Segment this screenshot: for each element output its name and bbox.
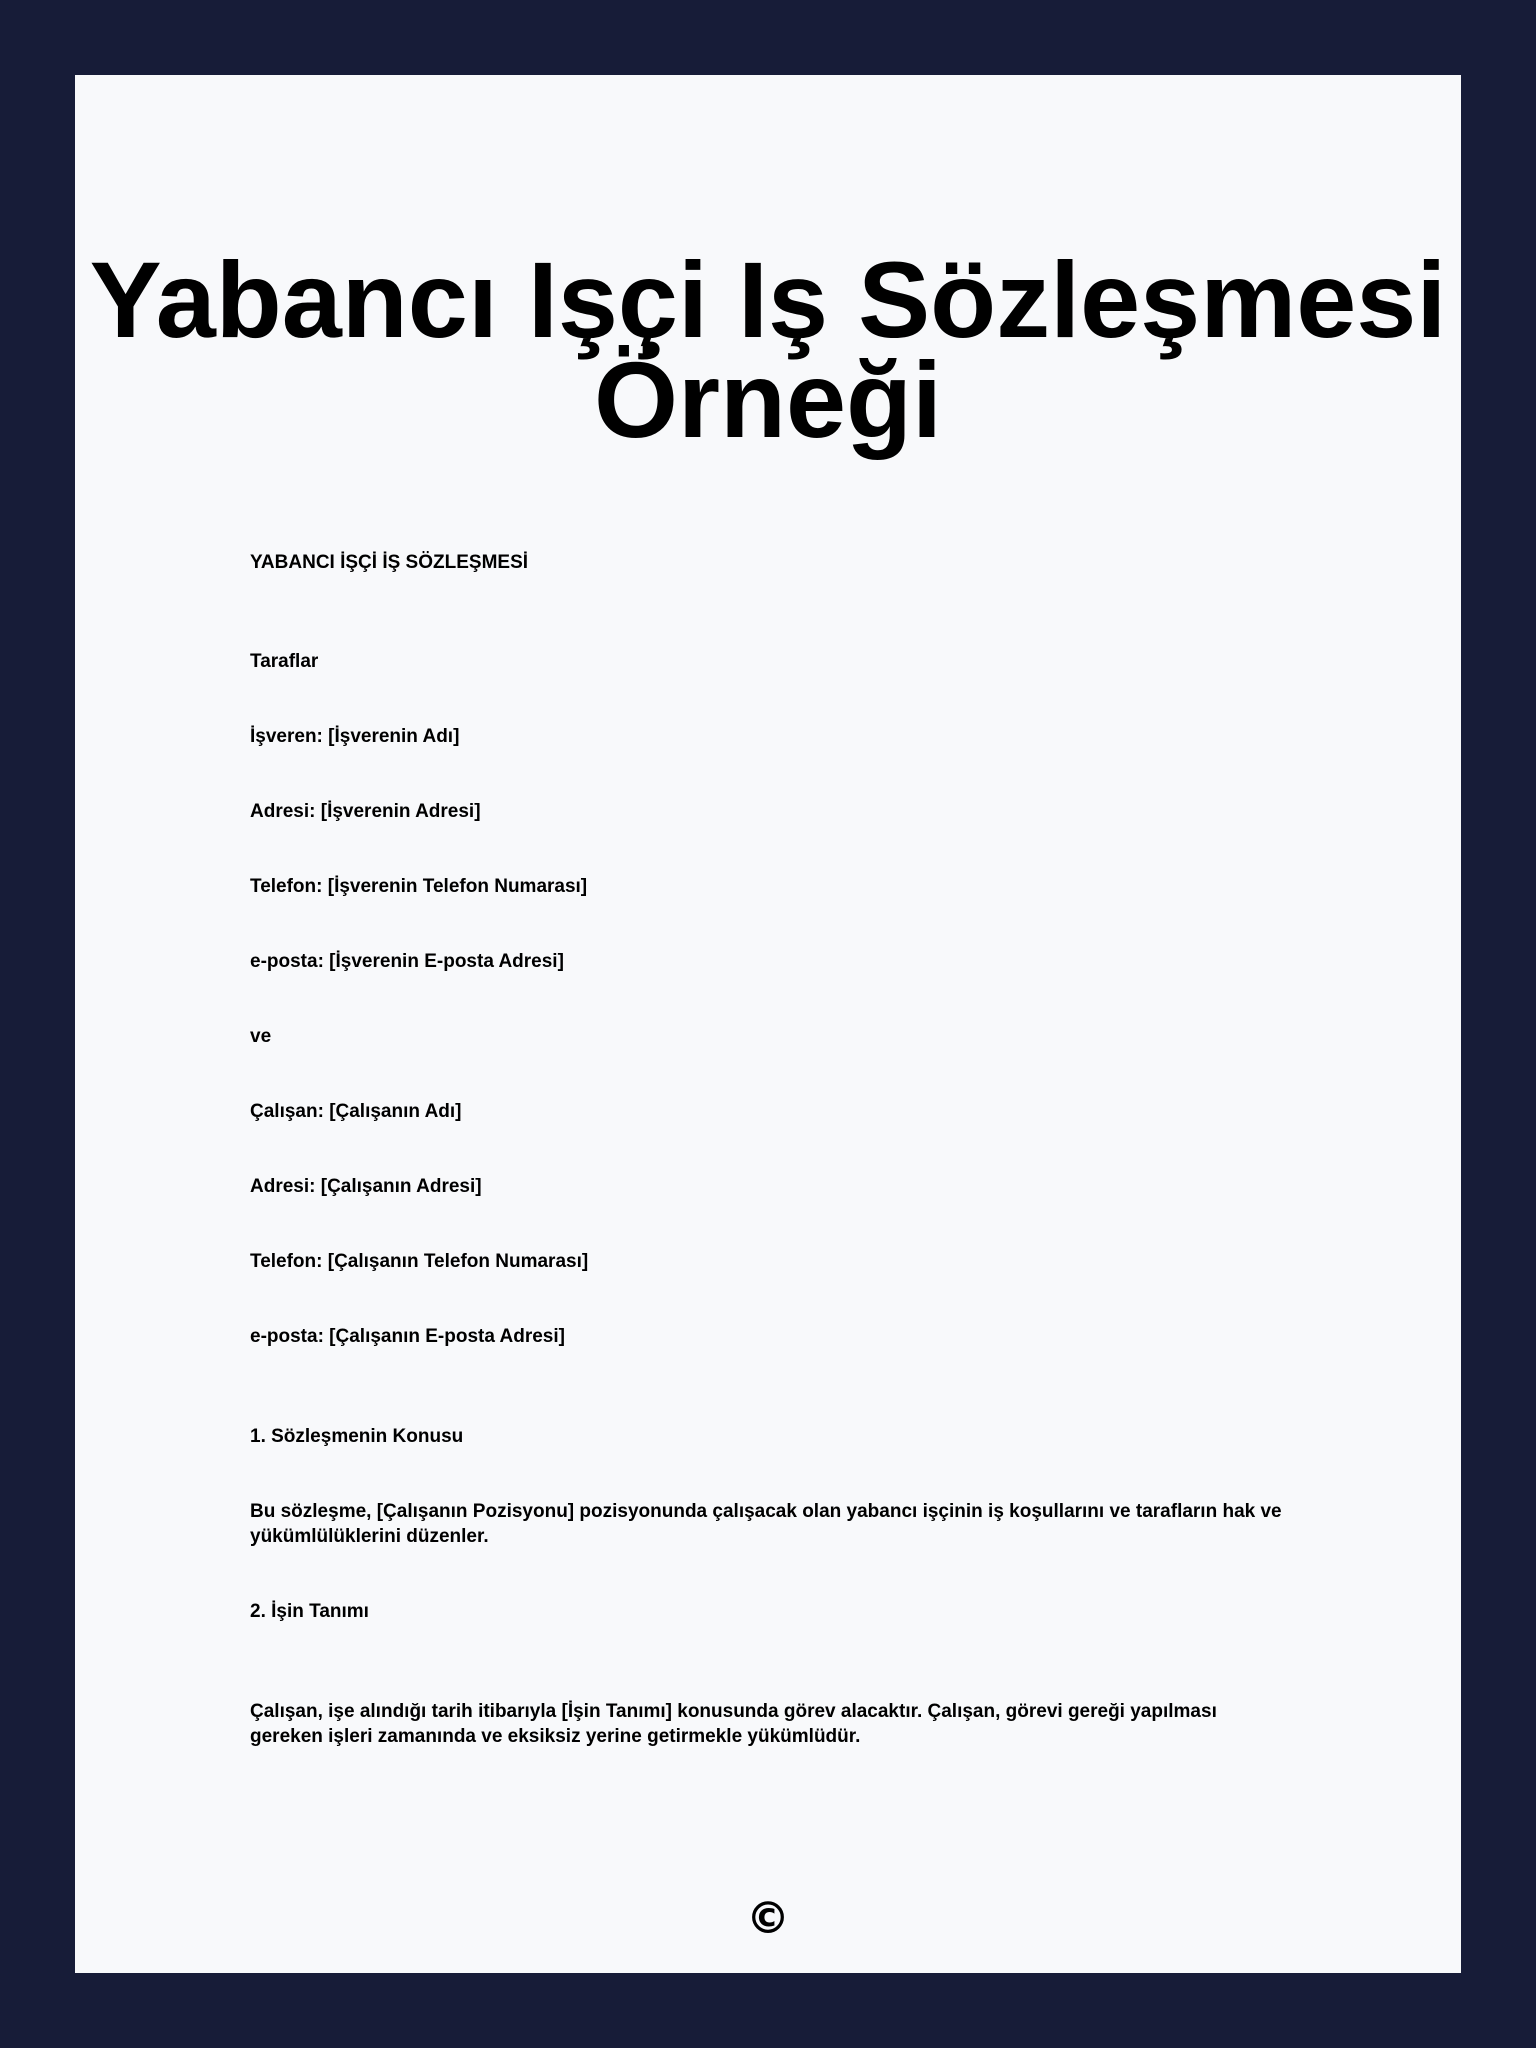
employer-address: Adresi: [İşverenin Adresi] [250,801,481,822]
employee-email: e-posta: [Çalışanın E-posta Adresi] [250,1326,565,1347]
section1-body: Bu sözleşme, [Çalışanın Pozisyonu] pozisyonunda çalışacak olan yabancı işçinin iş koşullarını ve tarafların hak ve yükümlülüklerini düzenler. [250,1501,1282,1547]
document-page [75,75,1461,1973]
section2-body: Çalışan, işe alındığı tarih itibarıyla [İşin Tanımı] konusunda görev alacaktır. Çalışan, görevi gereği yapılması gereken işleri zamanında ve eksiksiz yerine getirmekle yükümlüdür. [250,1701,1217,1747]
employer-email: e-posta: [İşverenin E-posta Adresi] [250,951,564,972]
employer-name: İşveren: [İşverenin Adı] [250,726,460,747]
employer-phone: Telefon: [İşverenin Telefon Numarası] [250,876,588,897]
contract-heading: YABANCI İŞÇİ İŞ SÖZLEŞMESİ [250,552,529,573]
document-title: Yabancı Işçi Iş Sözleşmesi Örneği [89,239,1447,460]
employee-address: Adresi: [Çalışanın Adresi] [250,1176,482,1197]
employee-phone: Telefon: [Çalışanın Telefon Numarası] [250,1251,589,1272]
section1-title: 1. Sözleşmenin Konusu [250,1426,464,1447]
conjunction-text: ve [250,1026,272,1047]
parties-label: Taraflar [250,651,319,672]
copyright-icon: © [746,1893,790,1944]
employee-name: Çalışan: [Çalışanın Adı] [250,1101,462,1122]
section2-title: 2. İşin Tanımı [250,1601,369,1622]
